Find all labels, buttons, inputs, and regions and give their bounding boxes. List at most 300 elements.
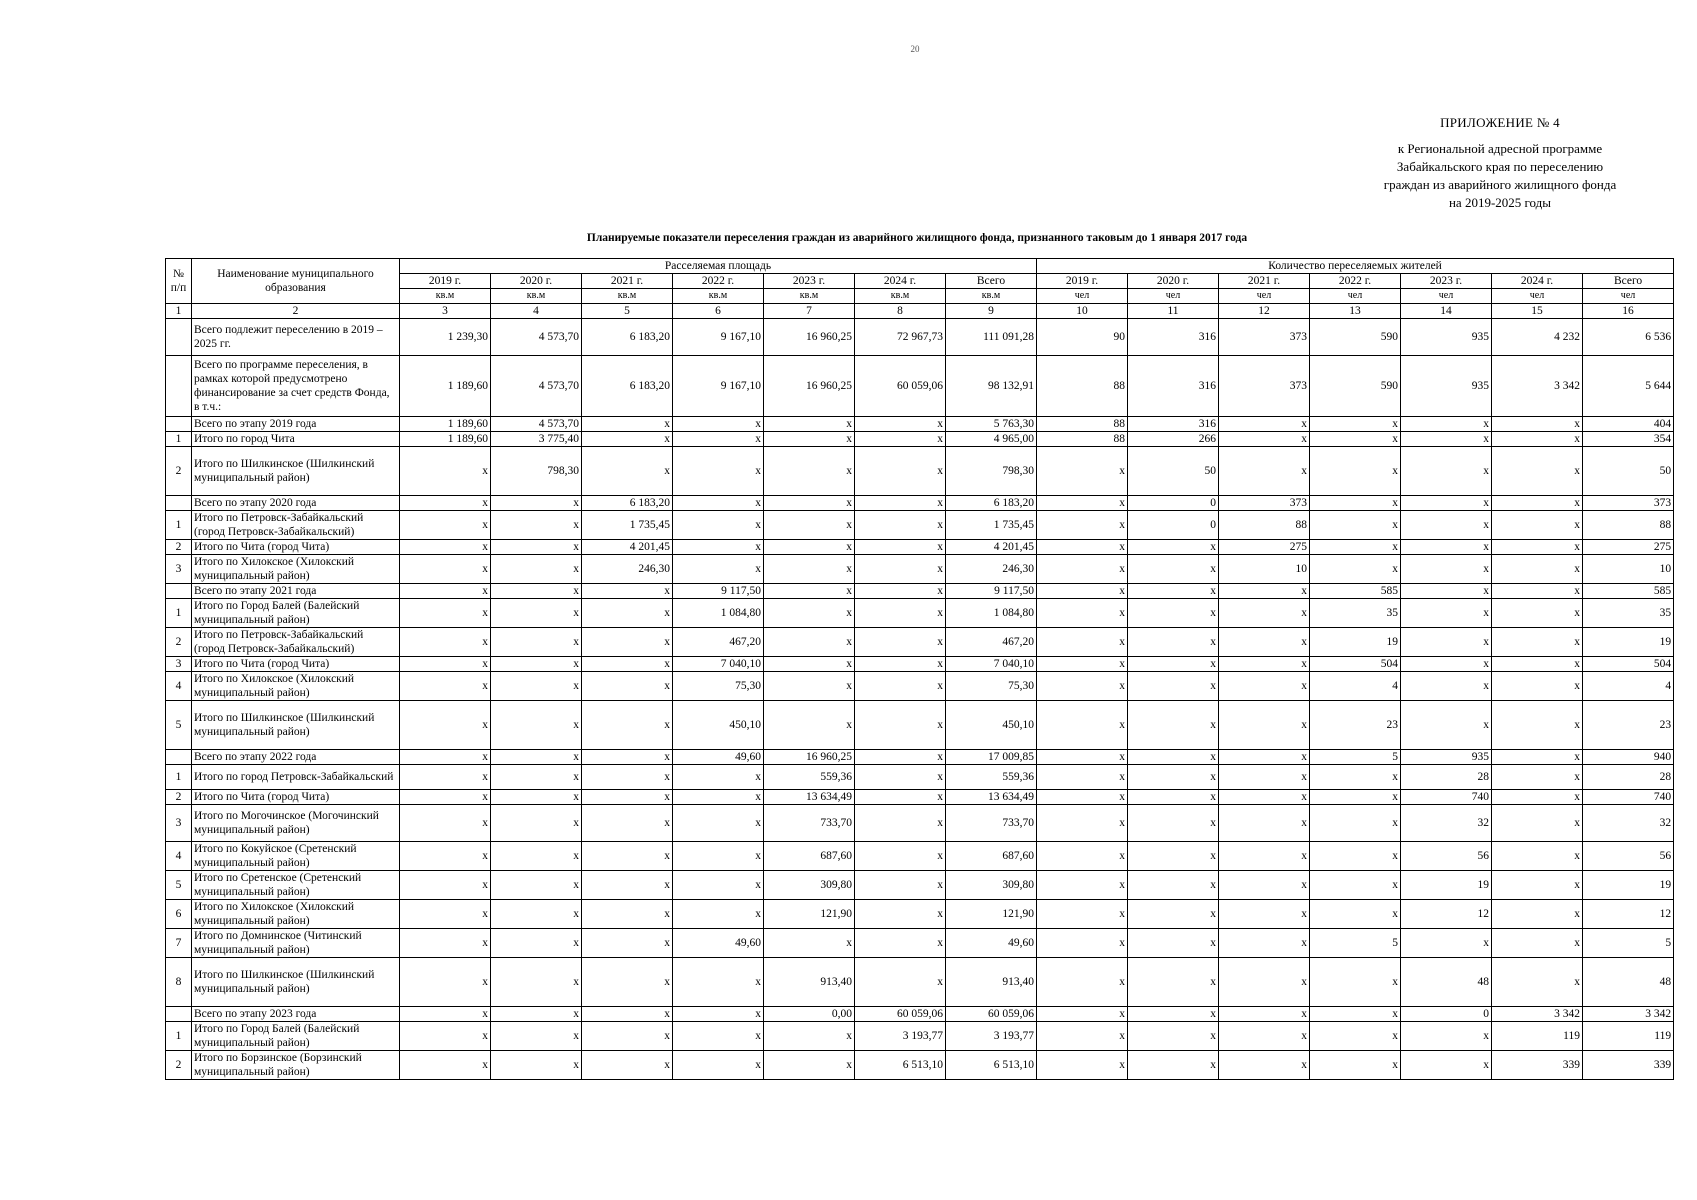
people-year-header: 2020 г. bbox=[1128, 274, 1219, 289]
people-value-cell: x bbox=[1037, 511, 1128, 540]
row-name: Итого по Чита (город Чита) bbox=[192, 790, 400, 805]
row-name: Итого по Петровск-Забайкальский (город Петровск-Забайкальский) bbox=[192, 511, 400, 540]
area-value-cell: 6 183,20 bbox=[582, 356, 673, 417]
people-value-cell: x bbox=[1492, 929, 1583, 958]
row-name: Итого по Хилокское (Хилокский муниципальный район) bbox=[192, 900, 400, 929]
area-value-cell: x bbox=[491, 900, 582, 929]
area-value-cell: x bbox=[491, 657, 582, 672]
people-value-cell: 740 bbox=[1583, 790, 1674, 805]
column-number: 8 bbox=[855, 304, 946, 319]
area-value-cell: 450,10 bbox=[946, 701, 1037, 750]
area-value-cell: 17 009,85 bbox=[946, 750, 1037, 765]
people-value-cell: x bbox=[1128, 657, 1219, 672]
area-value-cell: x bbox=[491, 842, 582, 871]
table-row bbox=[166, 871, 1674, 900]
area-value-cell: x bbox=[855, 657, 946, 672]
area-value-cell: 121,90 bbox=[946, 900, 1037, 929]
area-year-header: Всего bbox=[946, 274, 1037, 289]
area-value-cell: 1 189,60 bbox=[400, 417, 491, 432]
area-value-cell: x bbox=[491, 511, 582, 540]
people-value-cell: x bbox=[1037, 555, 1128, 584]
row-number bbox=[166, 496, 192, 511]
people-value-cell: 32 bbox=[1401, 805, 1492, 842]
area-value-cell: 467,20 bbox=[946, 628, 1037, 657]
area-value-cell: x bbox=[673, 958, 764, 1007]
area-year-header: 2022 г. bbox=[673, 274, 764, 289]
area-value-cell: 733,70 bbox=[946, 805, 1037, 842]
people-value-cell: 35 bbox=[1310, 599, 1401, 628]
area-value-cell: x bbox=[582, 871, 673, 900]
people-value-cell: x bbox=[1219, 871, 1310, 900]
area-value-cell: x bbox=[582, 628, 673, 657]
area-value-cell: 467,20 bbox=[673, 628, 764, 657]
people-value-cell: x bbox=[1401, 1022, 1492, 1051]
people-value-cell: 3 342 bbox=[1583, 1007, 1674, 1022]
people-value-cell: 35 bbox=[1583, 599, 1674, 628]
area-value-cell: x bbox=[673, 1022, 764, 1051]
header-num: № п/п bbox=[166, 259, 192, 304]
area-value-cell: x bbox=[491, 628, 582, 657]
table-row bbox=[166, 319, 1674, 356]
people-year-header: 2021 г. bbox=[1219, 274, 1310, 289]
people-value-cell: x bbox=[1310, 1022, 1401, 1051]
row-number: 2 bbox=[166, 540, 192, 555]
header-name: Наименование муниципального образования bbox=[192, 259, 400, 304]
area-value-cell: 1 735,45 bbox=[582, 511, 673, 540]
area-value-cell: 4 965,00 bbox=[946, 432, 1037, 447]
row-number: 5 bbox=[166, 871, 192, 900]
people-value-cell: 339 bbox=[1492, 1051, 1583, 1080]
people-value-cell: 3 342 bbox=[1492, 356, 1583, 417]
area-value-cell: 798,30 bbox=[946, 447, 1037, 496]
people-value-cell: 88 bbox=[1219, 511, 1310, 540]
people-value-cell: 23 bbox=[1583, 701, 1674, 750]
people-value-cell: x bbox=[1310, 540, 1401, 555]
area-value-cell: x bbox=[764, 929, 855, 958]
area-value-cell: 6 183,20 bbox=[582, 496, 673, 511]
area-value-cell: x bbox=[855, 584, 946, 599]
area-value-cell: x bbox=[400, 599, 491, 628]
area-value-cell: x bbox=[582, 1022, 673, 1051]
area-value-cell: x bbox=[400, 805, 491, 842]
area-value-cell: x bbox=[855, 958, 946, 1007]
column-number: 3 bbox=[400, 304, 491, 319]
people-value-cell: x bbox=[1310, 958, 1401, 1007]
column-number: 1 bbox=[166, 304, 192, 319]
people-value-cell: x bbox=[1219, 765, 1310, 790]
people-value-cell: x bbox=[1128, 540, 1219, 555]
people-year-header: 2022 г. bbox=[1310, 274, 1401, 289]
area-value-cell: x bbox=[855, 599, 946, 628]
row-name: Итого по Могочинское (Могочинский муниципальный район) bbox=[192, 805, 400, 842]
people-value-cell: 935 bbox=[1401, 750, 1492, 765]
area-value-cell: x bbox=[491, 496, 582, 511]
people-value-cell: x bbox=[1128, 750, 1219, 765]
appendix-line: граждан из аварийного жилищного фонда bbox=[1383, 177, 1617, 192]
area-year-header: 2021 г. bbox=[582, 274, 673, 289]
area-value-cell: 687,60 bbox=[946, 842, 1037, 871]
people-value-cell: x bbox=[1037, 750, 1128, 765]
people-value-cell: 56 bbox=[1583, 842, 1674, 871]
people-value-cell: x bbox=[1128, 805, 1219, 842]
people-value-cell: x bbox=[1037, 584, 1128, 599]
people-value-cell: x bbox=[1128, 1051, 1219, 1080]
people-value-cell: 373 bbox=[1583, 496, 1674, 511]
area-value-cell: x bbox=[400, 555, 491, 584]
area-value-cell: 13 634,49 bbox=[946, 790, 1037, 805]
area-value-cell: 49,60 bbox=[946, 929, 1037, 958]
row-number: 1 bbox=[166, 432, 192, 447]
people-value-cell: 935 bbox=[1401, 356, 1492, 417]
people-value-cell: 5 bbox=[1310, 750, 1401, 765]
people-value-cell: x bbox=[1037, 599, 1128, 628]
area-value-cell: x bbox=[491, 584, 582, 599]
area-value-cell: 1 189,60 bbox=[400, 432, 491, 447]
area-value-cell: 16 960,25 bbox=[764, 356, 855, 417]
area-value-cell: x bbox=[582, 900, 673, 929]
area-value-cell: 49,60 bbox=[673, 929, 764, 958]
area-value-cell: x bbox=[673, 447, 764, 496]
row-name: Всего по этапу 2019 года bbox=[192, 417, 400, 432]
document-title: Планируемые показатели переселения граждан из аварийного жилищного фонда, признанного таковым до 1 января 2017 года bbox=[586, 232, 1248, 244]
column-number: 10 bbox=[1037, 304, 1128, 319]
area-value-cell: 246,30 bbox=[946, 555, 1037, 584]
people-value-cell: x bbox=[1037, 929, 1128, 958]
area-value-cell: x bbox=[673, 765, 764, 790]
area-value-cell: 450,10 bbox=[673, 701, 764, 750]
row-name: Итого по Город Балей (Балейский муниципальный район) bbox=[192, 599, 400, 628]
table-row bbox=[166, 555, 1674, 584]
people-value-cell: 4 bbox=[1310, 672, 1401, 701]
area-value-cell: x bbox=[491, 540, 582, 555]
area-value-cell: x bbox=[582, 584, 673, 599]
column-number: 16 bbox=[1583, 304, 1674, 319]
people-value-cell: x bbox=[1219, 929, 1310, 958]
column-number: 2 bbox=[192, 304, 400, 319]
row-name: Итого по Шилкинское (Шилкинский муниципальный район) bbox=[192, 701, 400, 750]
table-row bbox=[166, 1007, 1674, 1022]
area-value-cell: x bbox=[673, 1007, 764, 1022]
area-value-cell: x bbox=[582, 790, 673, 805]
area-value-cell: x bbox=[673, 540, 764, 555]
people-value-cell: x bbox=[1310, 447, 1401, 496]
people-value-cell: x bbox=[1401, 657, 1492, 672]
area-value-cell: x bbox=[491, 765, 582, 790]
people-value-cell: x bbox=[1128, 842, 1219, 871]
row-name: Итого по Хилокское (Хилокский муниципальный район) bbox=[192, 672, 400, 701]
people-year-header: 2019 г. bbox=[1037, 274, 1128, 289]
people-value-cell: x bbox=[1128, 929, 1219, 958]
area-value-cell: 3 775,40 bbox=[491, 432, 582, 447]
area-value-cell: x bbox=[400, 628, 491, 657]
area-value-cell: 9 167,10 bbox=[673, 319, 764, 356]
area-value-cell: 9 117,50 bbox=[673, 584, 764, 599]
header-row-column-numbers bbox=[166, 304, 1674, 319]
people-value-cell: 590 bbox=[1310, 356, 1401, 417]
people-value-cell: x bbox=[1128, 584, 1219, 599]
people-value-cell: x bbox=[1401, 496, 1492, 511]
area-value-cell: 3 193,77 bbox=[946, 1022, 1037, 1051]
table-row bbox=[166, 790, 1674, 805]
area-value-cell: 49,60 bbox=[673, 750, 764, 765]
area-value-cell: x bbox=[855, 540, 946, 555]
row-name: Итого по Кокуйское (Сретенский муниципальный район) bbox=[192, 842, 400, 871]
people-value-cell: x bbox=[1128, 1022, 1219, 1051]
people-value-cell: x bbox=[1037, 1007, 1128, 1022]
area-value-cell: 9 117,50 bbox=[946, 584, 1037, 599]
people-value-cell: x bbox=[1492, 657, 1583, 672]
area-value-cell: x bbox=[491, 672, 582, 701]
people-value-cell: x bbox=[1310, 765, 1401, 790]
area-value-cell: 16 960,25 bbox=[764, 319, 855, 356]
people-value-cell: x bbox=[1401, 584, 1492, 599]
area-value-cell: x bbox=[855, 496, 946, 511]
area-value-cell: x bbox=[855, 790, 946, 805]
people-value-cell: x bbox=[1219, 657, 1310, 672]
area-year-header: 2020 г. bbox=[491, 274, 582, 289]
area-value-cell: x bbox=[764, 628, 855, 657]
area-value-cell: 4 573,70 bbox=[491, 356, 582, 417]
people-value-cell: x bbox=[1492, 555, 1583, 584]
area-value-cell: 4 573,70 bbox=[491, 417, 582, 432]
people-value-cell: x bbox=[1310, 1051, 1401, 1080]
area-value-cell: x bbox=[582, 805, 673, 842]
area-value-cell: x bbox=[673, 555, 764, 584]
area-value-cell: x bbox=[400, 672, 491, 701]
people-value-cell: 3 342 bbox=[1492, 1007, 1583, 1022]
people-value-cell: x bbox=[1219, 958, 1310, 1007]
page-number: 20 bbox=[910, 44, 920, 54]
header-row-groups bbox=[166, 259, 1674, 274]
people-unit-header: чел bbox=[1310, 289, 1401, 304]
table-row bbox=[166, 958, 1674, 1007]
area-value-cell: 4 201,45 bbox=[582, 540, 673, 555]
people-value-cell: x bbox=[1401, 432, 1492, 447]
people-value-cell: x bbox=[1310, 842, 1401, 871]
people-value-cell: x bbox=[1219, 584, 1310, 599]
table-row bbox=[166, 447, 1674, 496]
people-value-cell: x bbox=[1128, 672, 1219, 701]
people-value-cell: x bbox=[1492, 701, 1583, 750]
area-value-cell: x bbox=[491, 750, 582, 765]
table-row bbox=[166, 584, 1674, 599]
people-value-cell: 585 bbox=[1583, 584, 1674, 599]
people-value-cell: 316 bbox=[1128, 356, 1219, 417]
area-value-cell: x bbox=[855, 417, 946, 432]
area-value-cell: x bbox=[582, 657, 673, 672]
area-value-cell: x bbox=[491, 1007, 582, 1022]
people-value-cell: x bbox=[1219, 599, 1310, 628]
people-value-cell: x bbox=[1310, 432, 1401, 447]
people-unit-header: чел bbox=[1037, 289, 1128, 304]
people-value-cell: x bbox=[1128, 1007, 1219, 1022]
people-value-cell: x bbox=[1310, 555, 1401, 584]
area-value-cell: x bbox=[400, 701, 491, 750]
area-value-cell: x bbox=[855, 701, 946, 750]
people-value-cell: x bbox=[1401, 929, 1492, 958]
area-value-cell: x bbox=[582, 765, 673, 790]
people-unit-header: чел bbox=[1219, 289, 1310, 304]
people-value-cell: 119 bbox=[1492, 1022, 1583, 1051]
area-value-cell: 1 239,30 bbox=[400, 319, 491, 356]
people-value-cell: 275 bbox=[1583, 540, 1674, 555]
people-year-header: Всего bbox=[1583, 274, 1674, 289]
row-number: 4 bbox=[166, 842, 192, 871]
people-value-cell: x bbox=[1401, 628, 1492, 657]
people-value-cell: x bbox=[1492, 584, 1583, 599]
area-value-cell: x bbox=[764, 555, 855, 584]
people-value-cell: x bbox=[1219, 672, 1310, 701]
area-value-cell: x bbox=[582, 842, 673, 871]
people-value-cell: 88 bbox=[1037, 417, 1128, 432]
area-value-cell: x bbox=[855, 628, 946, 657]
people-value-cell: x bbox=[1219, 628, 1310, 657]
area-value-cell: x bbox=[400, 790, 491, 805]
people-value-cell: 5 bbox=[1310, 929, 1401, 958]
area-value-cell: x bbox=[855, 511, 946, 540]
row-number: 2 bbox=[166, 628, 192, 657]
area-value-cell: x bbox=[400, 1051, 491, 1080]
people-value-cell: 6 536 bbox=[1583, 319, 1674, 356]
column-number: 13 bbox=[1310, 304, 1401, 319]
area-unit-header: кв.м bbox=[946, 289, 1037, 304]
area-value-cell: x bbox=[582, 701, 673, 750]
area-value-cell: x bbox=[582, 958, 673, 1007]
column-number: 4 bbox=[491, 304, 582, 319]
people-value-cell: 5 644 bbox=[1583, 356, 1674, 417]
people-value-cell: 28 bbox=[1401, 765, 1492, 790]
people-value-cell: x bbox=[1310, 790, 1401, 805]
people-value-cell: x bbox=[1037, 496, 1128, 511]
area-value-cell: 16 960,25 bbox=[764, 750, 855, 765]
people-value-cell: 0 bbox=[1128, 496, 1219, 511]
area-value-cell: 75,30 bbox=[673, 672, 764, 701]
appendix-heading: ПРИЛОЖЕНИЕ № 4 bbox=[1440, 115, 1560, 130]
area-value-cell: x bbox=[491, 929, 582, 958]
people-value-cell: x bbox=[1037, 540, 1128, 555]
row-name: Итого по город Чита bbox=[192, 432, 400, 447]
people-value-cell: x bbox=[1492, 540, 1583, 555]
appendix-line: к Региональной адресной программе bbox=[1397, 141, 1603, 156]
people-value-cell: x bbox=[1128, 871, 1219, 900]
row-number bbox=[166, 584, 192, 599]
area-value-cell: 75,30 bbox=[946, 672, 1037, 701]
people-value-cell: x bbox=[1219, 1007, 1310, 1022]
area-value-cell: x bbox=[400, 750, 491, 765]
people-value-cell: 504 bbox=[1310, 657, 1401, 672]
people-value-cell: x bbox=[1219, 432, 1310, 447]
table-row bbox=[166, 599, 1674, 628]
area-value-cell: 3 193,77 bbox=[855, 1022, 946, 1051]
area-unit-header: кв.м bbox=[400, 289, 491, 304]
area-value-cell: x bbox=[582, 672, 673, 701]
table-row bbox=[166, 929, 1674, 958]
people-year-header: 2024 г. bbox=[1492, 274, 1583, 289]
area-value-cell: x bbox=[764, 1051, 855, 1080]
area-value-cell: x bbox=[582, 417, 673, 432]
area-value-cell: 687,60 bbox=[764, 842, 855, 871]
people-value-cell: 275 bbox=[1219, 540, 1310, 555]
row-number: 8 bbox=[166, 958, 192, 1007]
table-row bbox=[166, 540, 1674, 555]
table-row bbox=[166, 511, 1674, 540]
people-value-cell: 50 bbox=[1128, 447, 1219, 496]
people-value-cell: 0 bbox=[1128, 511, 1219, 540]
people-value-cell: x bbox=[1219, 805, 1310, 842]
people-value-cell: x bbox=[1037, 1022, 1128, 1051]
people-value-cell: x bbox=[1128, 958, 1219, 1007]
area-value-cell: x bbox=[582, 1007, 673, 1022]
row-number bbox=[166, 750, 192, 765]
area-value-cell: x bbox=[400, 871, 491, 900]
people-value-cell: x bbox=[1401, 599, 1492, 628]
table-row bbox=[166, 900, 1674, 929]
area-value-cell: x bbox=[491, 1022, 582, 1051]
people-value-cell: x bbox=[1128, 555, 1219, 584]
people-value-cell: x bbox=[1310, 871, 1401, 900]
people-value-cell: x bbox=[1128, 765, 1219, 790]
area-value-cell: 4 201,45 bbox=[946, 540, 1037, 555]
people-value-cell: x bbox=[1037, 447, 1128, 496]
people-value-cell: x bbox=[1492, 765, 1583, 790]
row-number: 3 bbox=[166, 657, 192, 672]
row-name: Итого по Чита (город Чита) bbox=[192, 657, 400, 672]
area-value-cell: x bbox=[491, 555, 582, 584]
people-value-cell: 316 bbox=[1128, 417, 1219, 432]
area-value-cell: x bbox=[491, 805, 582, 842]
area-unit-header: кв.м bbox=[764, 289, 855, 304]
table-row bbox=[166, 657, 1674, 672]
area-value-cell: x bbox=[582, 1051, 673, 1080]
area-year-header: 2019 г. bbox=[400, 274, 491, 289]
row-name: Итого по Хилокское (Хилокский муниципальный район) bbox=[192, 555, 400, 584]
people-value-cell: 316 bbox=[1128, 319, 1219, 356]
area-value-cell: x bbox=[673, 900, 764, 929]
column-number: 5 bbox=[582, 304, 673, 319]
row-number: 2 bbox=[166, 1051, 192, 1080]
people-unit-header: чел bbox=[1401, 289, 1492, 304]
people-value-cell: x bbox=[1492, 599, 1583, 628]
area-value-cell: x bbox=[400, 540, 491, 555]
people-value-cell: 504 bbox=[1583, 657, 1674, 672]
area-value-cell: x bbox=[582, 432, 673, 447]
people-value-cell: 23 bbox=[1310, 701, 1401, 750]
people-value-cell: x bbox=[1401, 672, 1492, 701]
people-value-cell: x bbox=[1128, 900, 1219, 929]
area-value-cell: 111 091,28 bbox=[946, 319, 1037, 356]
area-value-cell: x bbox=[764, 672, 855, 701]
area-unit-header: кв.м bbox=[673, 289, 764, 304]
area-value-cell: x bbox=[855, 871, 946, 900]
area-value-cell: x bbox=[582, 750, 673, 765]
people-value-cell: 585 bbox=[1310, 584, 1401, 599]
area-value-cell: x bbox=[491, 701, 582, 750]
area-value-cell: x bbox=[400, 1007, 491, 1022]
area-value-cell: x bbox=[673, 790, 764, 805]
area-value-cell: x bbox=[400, 584, 491, 599]
column-number: 14 bbox=[1401, 304, 1492, 319]
people-value-cell: 12 bbox=[1583, 900, 1674, 929]
people-value-cell: 119 bbox=[1583, 1022, 1674, 1051]
area-value-cell: x bbox=[673, 805, 764, 842]
people-value-cell: x bbox=[1128, 599, 1219, 628]
people-value-cell: x bbox=[1037, 1051, 1128, 1080]
area-value-cell: 559,36 bbox=[764, 765, 855, 790]
area-value-cell: x bbox=[673, 432, 764, 447]
people-value-cell: x bbox=[1401, 701, 1492, 750]
people-value-cell: x bbox=[1492, 958, 1583, 1007]
people-value-cell: 19 bbox=[1583, 628, 1674, 657]
